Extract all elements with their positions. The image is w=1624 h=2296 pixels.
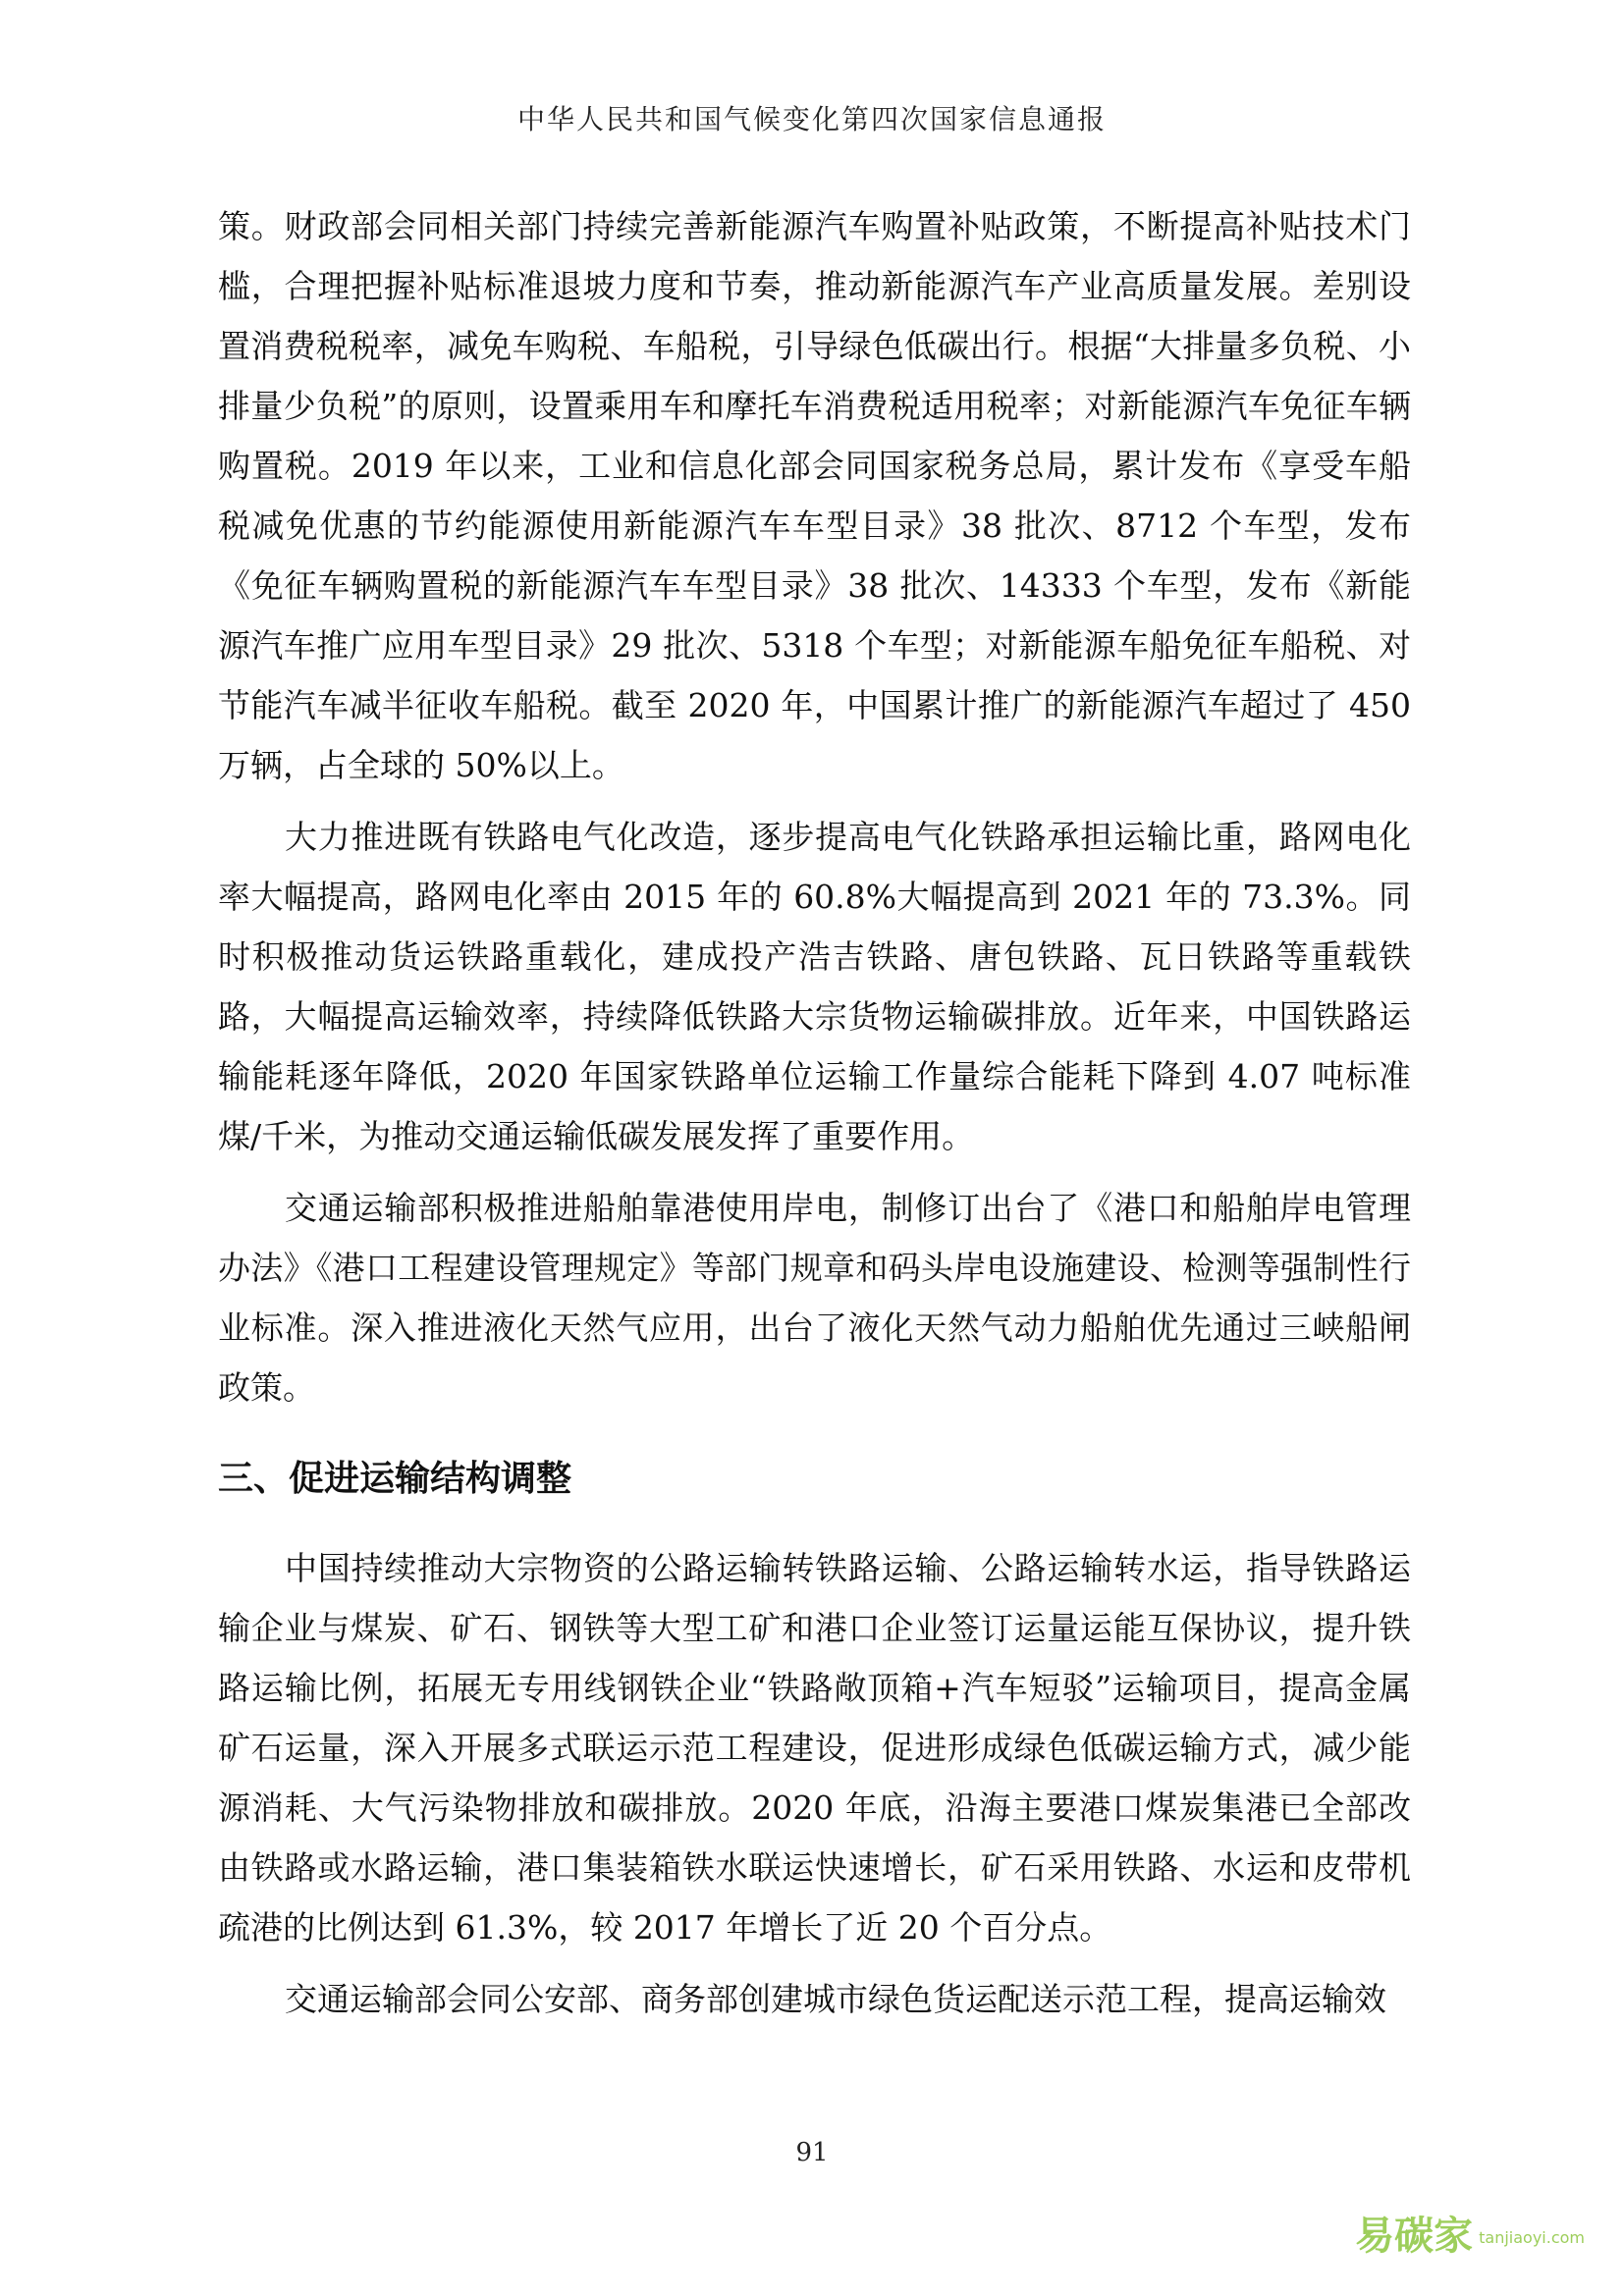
paragraph-2: 大力推进既有铁路电气化改造，逐步提高电气化铁路承担运输比重，路网电化率大幅提高，路网电化率由 2015 年的 60.8%大幅提高到 2021 年的 73.3%。同时积极推动货运铁路重载化，建成投产浩吉铁路、唐包铁路、瓦日铁路等重载铁路，大幅提高运输效率，持续降低铁路大宗货物运输碳排放。近年来，中国铁路运输能耗逐年降低，2020 年国家铁路单位运输工作量综合能耗下降到 4.07 吨标准煤/千米，为推动交通运输低碳发展发挥了重要作用。: [218, 818, 1411, 1155]
watermark-domain: tanjiaoyi.com: [1479, 2228, 1585, 2247]
page-header: 中华人民共和国气候变化第四次国家信息通报: [516, 103, 1107, 135]
paragraph-3: 交通运输部积极推进船舶靠港使用岸电，制修订出台了《港口和船舶岸电管理办法》《港口工程建设管理规定》等部门规章和码头岸电设施建设、检测等强制性行业标准。深入推进液化天然气应用，出台了液化天然气动力船舶优先通过三峡船闸政策。: [218, 1189, 1411, 1407]
page-number: 91: [795, 2138, 829, 2167]
watermark-logo-text: 易碳家: [1355, 2214, 1474, 2259]
paragraph-4: 中国持续推动大宗物资的公路运输转铁路运输、公路运输转水运，指导铁路运输企业与煤炭、矿石、钢铁等大型工矿和港口企业签订运量运能互保协议，提升铁路运输比例，拓展无专用线钢铁企业“铁路敞顶箱+汽车短驳”运输项目，提高金属矿石运量，深入开展多式联运示范工程建设，促进形成绿色低碳运输方式，减少能源消耗、大气污染物排放和碳排放。2020 年底，沿海主要港口煤炭集港已全部改由铁路或水路运输，港口集装箱铁水联运快速增长，矿石采用铁路、水运和皮带机疏港的比例达到 61.3%，较 2017 年增长了近 20 个百分点。: [218, 1549, 1411, 1947]
paragraph-1: 策。财政部会同相关部门持续完善新能源汽车购置补贴政策，不断提高补贴技术门槛，合理把握补贴标准退坡力度和节奏，推动新能源汽车产业高质量发展。差别设置消费税税率，减免车购税、车船税，引导绿色低碳出行。根据“大排量多负税、小排量少负税”的原则，设置乘用车和摩托车消费税适用税率；对新能源汽车免征车辆购置税。2019 年以来，工业和信息化部会同国家税务总局，累计发布《享受车船税减免优惠的节约能源使用新能源汽车车型目录》38 批次、8712 个车型，发布《免征车辆购置税的新能源汽车车型目录》38 批次、14333 个车型，发布《新能源汽车推广应用车型目录》29 批次、5318 个车型；对新能源车船免征车船税、对节能汽车减半征收车船税。截至 2020 年，中国累计推广的新能源汽车超过了 450 万辆，占全球的 50%以上。: [218, 207, 1411, 784]
watermark: [1355, 2205, 1585, 2261]
paragraph-5: 交通运输部会同公安部、商务部创建城市绿色货运配送示范工程，提高运输效: [285, 1980, 1386, 2018]
document-body: [218, 196, 1411, 2041]
section-heading: 三、促进运输结构调整: [218, 1459, 572, 1499]
